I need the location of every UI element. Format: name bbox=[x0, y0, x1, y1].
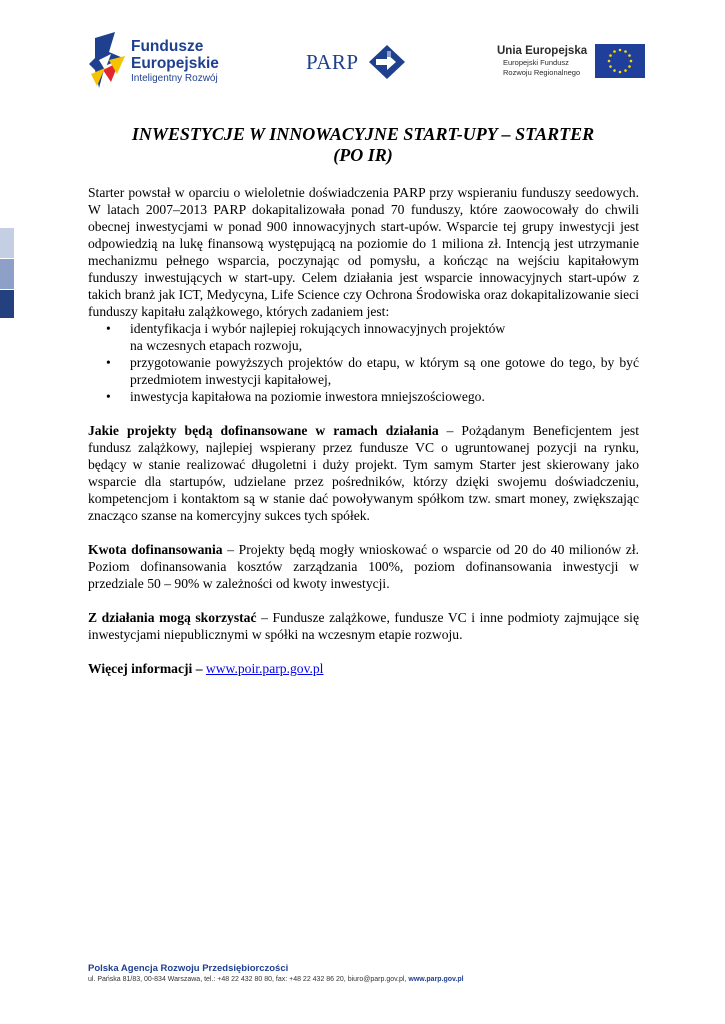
footer-website[interactable]: www.parp.gov.pl bbox=[408, 976, 464, 983]
eu-logo-line2: Europejski Fundusz bbox=[503, 58, 569, 67]
side-bar-light bbox=[0, 228, 14, 258]
section-funding bbox=[88, 541, 639, 592]
side-bar-dark bbox=[0, 290, 14, 318]
footer-org: Polska Agencja Rozwoju Przedsiębiorczości bbox=[88, 963, 289, 974]
list-item-line2: na wczesnych etapach rozwoju, bbox=[130, 338, 303, 353]
section-eligible bbox=[88, 609, 639, 643]
parp-logo bbox=[306, 44, 406, 80]
list-item bbox=[130, 320, 639, 354]
more-info bbox=[88, 660, 639, 677]
fe-star-icon bbox=[89, 30, 129, 92]
document-body bbox=[88, 184, 639, 677]
section-eligible-heading: Z działania mogą skorzystać bbox=[88, 610, 257, 625]
eu-flag-icon bbox=[595, 44, 645, 78]
section-eligible-text: – Fundusze zalążkowe, fundusze VC i inne podmioty zajmujące się inwestycjami niepublicznymi w spółki na wczesnym etapie rozwoju. bbox=[88, 610, 639, 642]
footer-contact bbox=[88, 975, 648, 985]
more-info-link[interactable]: www.poir.parp.gov.pl bbox=[205, 661, 324, 676]
side-bar-medium bbox=[0, 259, 14, 289]
list-item-line1: • identyfikacja i wybór najlepiej rokujących innowacyjnych projektów bbox=[130, 321, 506, 336]
title-line1: INWESTYCJE W INNOWACYJNE START-UPY – STARTER bbox=[131, 124, 595, 144]
footer-address: ul. Pańska 81/83, 00-834 Warszawa, tel.: +48 22 432 80 80, fax: +48 22 432 86 20, biuro@parp.gov.pl, bbox=[88, 976, 409, 983]
intro-paragraph: Starter powstał w oparciu o wieloletnie doświadczenia PARP przy wspieraniu funduszy seedowych. W latach 2007–2013 PARP dokapitalizowała ponad 70 funduszy, które zaowocowały do chwili obecnej inwestycjami w ponad 900 innowacyjnych start-upów. Wsparcie tej grupy inwestycji jest odpowiedzią na lukę finansową występującą na poziomie do 1 miliona zł. Intencją jest utrzymanie mechanizmu pełnego wsparcia, poczynając od pomysłu, a kończąc na wejściu kapitałowym funduszy inwestujących w start-upy. Celem działania jest wsparcie innowacyjnych start-upów z takich branż jak ICT, Medycyna, Life Science czy Ochrona Środowiska oraz dokapitalizowanie sieci funduszy kapitału zalążkowego, których zadaniem jest: bbox=[88, 185, 639, 319]
parp-logo-text: PARP bbox=[306, 50, 359, 74]
page-footer bbox=[88, 963, 648, 985]
eu-logo-line1: Unia Europejska bbox=[497, 45, 588, 57]
fe-logo-line3: Inteligentny Rozwój bbox=[131, 73, 218, 84]
section-projects-text: – Pożądanym Beneficjentem jest fundusz zalążkowy, najlepiej wspierany przez fundusze VC o ugruntowanej pozycji na rynku, będący w stanie realizować długoletni i duży projekt. Tym samym Starter jest skierowany jako wsparcie dla startupów, udzielane przez pośredników, którzy dzięki swojemu doświadczeniu, kompetencjom i kontaktom są w stanie dać powoływanym spółkom tzw. smart money, zwiększając znacząco szanse na komercyjny sukces tych spółek. bbox=[88, 423, 639, 523]
fe-logo-line1: Fundusze bbox=[131, 38, 204, 55]
goals-list bbox=[88, 320, 639, 405]
section-projects-heading: Jakie projekty będą dofinansowane w ramach działania bbox=[88, 423, 439, 438]
eu-logo bbox=[497, 44, 649, 80]
parp-mark-icon bbox=[368, 44, 406, 80]
list-item: • inwestycja kapitałowa na poziomie inwestora mniejszościowego. bbox=[130, 388, 639, 405]
section-funding-heading: Kwota dofinansowania bbox=[88, 542, 223, 557]
section-funding-text: – Projekty będą mogły wnioskować o wsparcie od 20 do 40 milionów zł. Poziom dofinansowania kosztów zarządzania 100%, poziom dofinansowania inwestycji w przedziale 50 – 90% w zależności od kwoty inwestycji. bbox=[88, 542, 639, 591]
document-title bbox=[88, 124, 638, 166]
section-projects bbox=[88, 422, 639, 524]
list-item: • przygotowanie powyższych projektów do etapu, w którym są one gotowe do tego, by być przedmiotem inwestycji kapitałowej, bbox=[130, 354, 639, 388]
fundusze-europejskie-logo bbox=[89, 30, 249, 92]
eu-logo-line3: Rozwoju Regionalnego bbox=[503, 68, 581, 77]
title-line2: (PO IR) bbox=[333, 145, 393, 165]
more-info-label: Więcej informacji – bbox=[88, 661, 206, 676]
fe-logo-line2: Europejskie bbox=[131, 55, 219, 72]
